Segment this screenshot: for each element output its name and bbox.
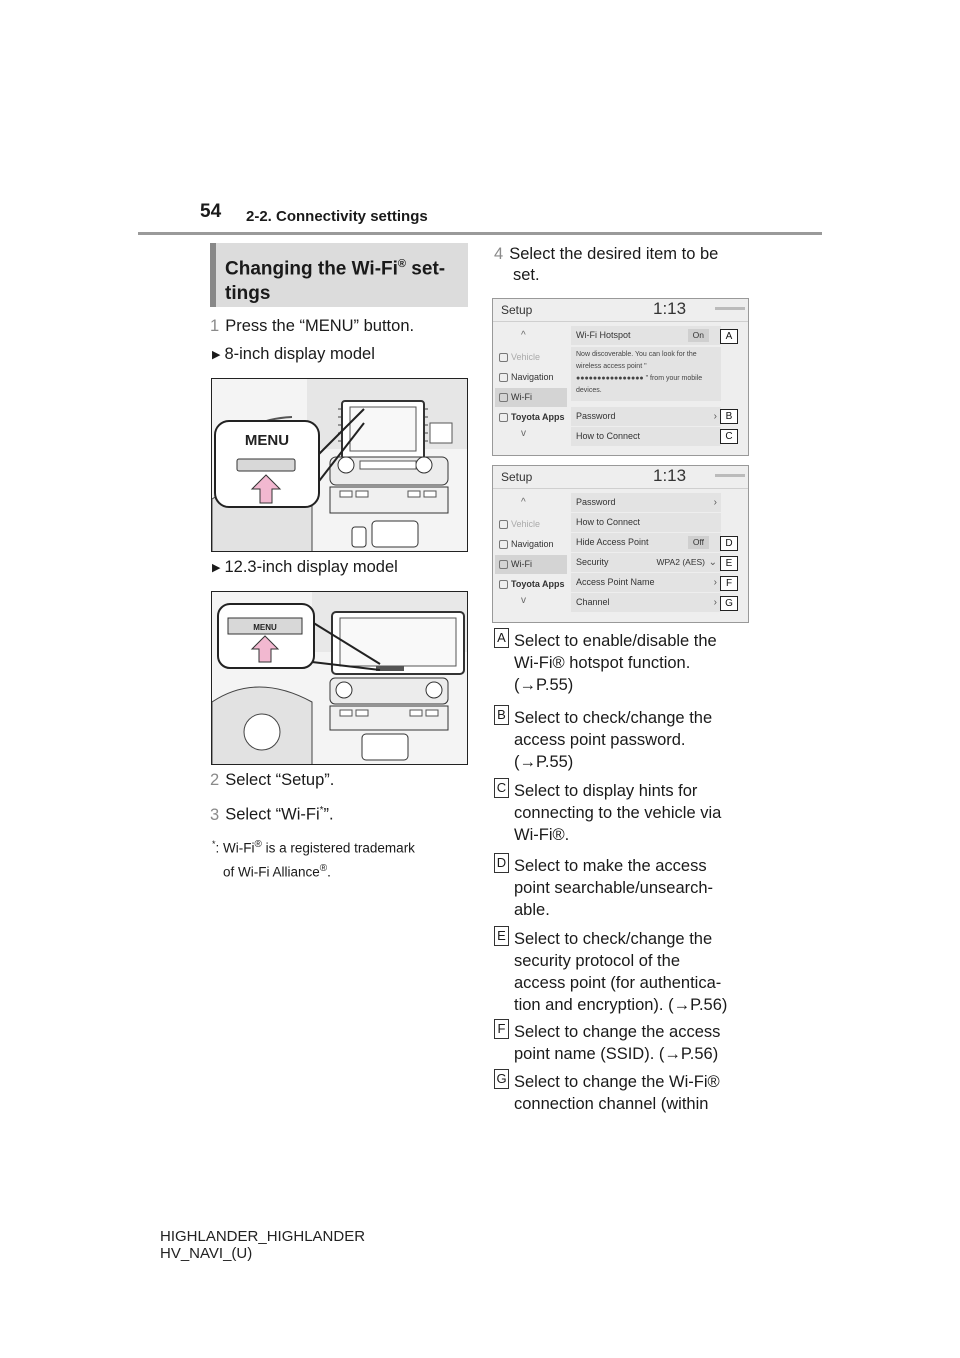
section-title: 2-2. Connectivity settings [246, 208, 428, 225]
step-3 [210, 800, 334, 826]
sidebar-item-label: Toyota Apps [511, 579, 565, 589]
row-password[interactable] [571, 407, 721, 426]
row-label: Security [576, 557, 609, 567]
sidebar-item-label: Wi-Fi [511, 559, 532, 569]
sidebar-item-toyota-apps[interactable] [495, 575, 567, 594]
desc-line: Select to display hints for [514, 782, 698, 800]
row-label: Hide Access Point [576, 537, 649, 547]
item-description-e [514, 928, 754, 1016]
row-label: Access Point Name [576, 577, 655, 587]
row-label: How to Connect [576, 431, 641, 441]
heading-reg: ® [397, 258, 407, 270]
dashboard-illustration-8inch [211, 378, 468, 552]
navigation-icon [499, 373, 508, 382]
callout-tag-f: F [720, 576, 738, 591]
footnote-text-d: . [327, 864, 331, 879]
chevron-right-icon: › [713, 597, 717, 608]
footnote-reg: ® [319, 862, 328, 874]
step-4-line1: Select the desired item to be [509, 245, 719, 263]
step-2 [210, 770, 334, 791]
row-how-to-connect[interactable] [571, 513, 721, 532]
heading-line2: tings [225, 283, 271, 305]
footer-model-code [160, 1228, 365, 1262]
sidebar-scroll-up-icon[interactable]: ^ [521, 330, 526, 341]
callout-tag-b: B [720, 409, 738, 424]
step-3-footnote-mark: * [319, 805, 324, 816]
sidebar-item-wifi[interactable] [495, 555, 567, 574]
item-description-f [514, 1021, 754, 1065]
vehicle-icon [499, 353, 508, 362]
screen-clock: 1:13 [653, 299, 687, 318]
menu-button-label: MENU [244, 432, 290, 449]
screen-divider [493, 488, 748, 489]
sidebar-scroll-down-icon[interactable]: v [521, 428, 526, 439]
item-description-c [514, 780, 754, 846]
apps-icon [499, 413, 508, 422]
header-rule [138, 232, 822, 235]
sidebar-item-vehicle[interactable] [495, 515, 567, 534]
setup-screen-wifi-hotspot [492, 298, 749, 456]
screen-title: Setup [501, 303, 533, 317]
hotspot-description: Now discoverable. You can look for the wireless access point " ●●●●●●●●●●●●●●●● " from your mobile devices. [571, 347, 721, 401]
desc-line: access point password. [514, 731, 686, 749]
desc-line: access point (for authentica- [514, 974, 722, 992]
callout-tag-g: G [720, 596, 738, 611]
screen-sidebar [493, 324, 567, 455]
model-12inch-label: 12.3-inch display model [224, 558, 398, 576]
sidebar-item-navigation[interactable] [495, 368, 567, 387]
step-1 [210, 316, 414, 337]
desc-line: Wi-Fi®. [514, 826, 570, 844]
wifi-icon [499, 560, 508, 569]
desc-line: Wi-Fi® hotspot function. [514, 654, 691, 672]
dashboard-illustration-12inch [211, 591, 468, 765]
step-4 [494, 244, 754, 286]
step-1-number: 1 [210, 317, 220, 335]
desc-line: Select to check/change the [514, 709, 713, 727]
step-2-text: Select “Setup”. [225, 771, 335, 789]
sidebar-scroll-up-icon[interactable]: ^ [521, 497, 526, 508]
hide-ap-toggle[interactable]: Off [688, 536, 709, 549]
chevron-down-icon: ⌄ [708, 557, 717, 568]
chevron-right-icon: › [713, 411, 717, 422]
callout-tag-a: A [720, 329, 738, 344]
row-access-point-name[interactable] [571, 573, 721, 592]
item-letter-e: E [494, 926, 509, 946]
footnote-reg: ® [254, 839, 262, 850]
model-12inch [212, 557, 398, 580]
footnote [212, 834, 472, 882]
row-label: Password [576, 411, 616, 421]
item-description-d [514, 855, 754, 921]
triangle-bullet-icon: ▶ [212, 562, 221, 574]
step-1-text: Press the “MENU” button. [225, 317, 415, 335]
wifi-icon [499, 393, 508, 402]
step-2-number: 2 [210, 771, 220, 789]
navigation-icon [499, 540, 508, 549]
footer-line1: HIGHLANDER_HIGHLANDER [160, 1228, 366, 1245]
chevron-right-icon: › [713, 577, 717, 588]
screen-clock: 1:13 [653, 466, 687, 485]
desc-line: able. [514, 901, 550, 919]
sidebar-item-label: Toyota Apps [511, 412, 565, 422]
sidebar-item-label: Vehicle [511, 352, 541, 362]
item-letter-g: G [494, 1069, 509, 1089]
sidebar-item-navigation[interactable] [495, 535, 567, 554]
callout-tag-d: D [720, 536, 738, 551]
item-letter-d: D [494, 853, 509, 873]
footer-line2: HV_NAVI_(U) [160, 1245, 253, 1262]
screen-status-bar [493, 299, 748, 319]
desc-line: point name (SSID). (→P.56) [514, 1045, 719, 1063]
screen-divider [493, 321, 748, 322]
row-label: Wi-Fi Hotspot [576, 330, 631, 340]
row-label: How to Connect [576, 517, 641, 527]
step-3-text: Select “Wi-Fi [225, 805, 320, 824]
sidebar-item-wifi[interactable] [495, 388, 567, 407]
row-channel[interactable] [571, 593, 721, 612]
menu-button-label: MENU [253, 623, 277, 632]
row-label: Password [576, 497, 616, 507]
sidebar-item-label: Wi-Fi [511, 392, 532, 402]
apps-icon [499, 580, 508, 589]
status-indicator [715, 307, 745, 310]
row-how-to-connect[interactable] [571, 427, 721, 446]
item-letter-f: F [494, 1019, 509, 1039]
triangle-bullet-icon: ▶ [212, 349, 221, 361]
desc-line: Select to change the Wi-Fi® [514, 1073, 720, 1091]
footnote-text-a: : Wi-Fi [215, 840, 255, 856]
footnote-text-c: of Wi-Fi Alliance [223, 864, 320, 879]
step-3-text-end: ”. [323, 805, 334, 824]
item-description-a [514, 630, 754, 696]
sidebar-scroll-down-icon[interactable]: v [521, 595, 526, 606]
desc-line: Select to change the access [514, 1023, 721, 1041]
callout-tag-e: E [720, 556, 738, 571]
row-hide-access-point[interactable] [571, 533, 721, 552]
desc-line: Select to check/change the [514, 930, 713, 948]
row-wifi-hotspot[interactable] [571, 326, 721, 345]
sidebar-item-label: Navigation [511, 372, 554, 382]
page-number: 54 [200, 201, 222, 222]
desc-line: (→P.55) [514, 753, 574, 771]
item-letter-b: B [494, 705, 509, 725]
desc-line: point searchable/unsearch- [514, 879, 714, 897]
security-value: WPA2 (AES) [656, 557, 705, 567]
desc-line: connecting to the vehicle via [514, 804, 722, 822]
model-8inch-label: 8-inch display model [224, 345, 375, 363]
sidebar-item-label: Navigation [511, 539, 554, 549]
desc-line: connection channel (within [514, 1095, 709, 1113]
item-letter-c: C [494, 778, 509, 798]
item-description-g [514, 1071, 754, 1115]
setup-screen-wifi-settings [492, 465, 749, 623]
sidebar-item-toyota-apps[interactable] [495, 408, 567, 427]
desc-line: Select to enable/disable the [514, 632, 717, 650]
status-indicator [715, 474, 745, 477]
heading-line1-end: set- [406, 258, 446, 280]
sidebar-item-vehicle[interactable] [495, 348, 567, 367]
step-4-line2: set. [513, 266, 540, 284]
footnote-text-b: is a registered trademark [261, 840, 415, 856]
row-password[interactable] [571, 493, 721, 512]
screen-status-bar [493, 466, 748, 486]
desc-line: Select to make the access [514, 857, 707, 875]
screen-title: Setup [501, 470, 533, 484]
vehicle-icon [499, 520, 508, 529]
section-heading [210, 243, 468, 307]
row-security[interactable] [571, 553, 721, 572]
item-letter-a: A [494, 628, 509, 648]
item-description-b [514, 707, 754, 773]
step-4-number: 4 [494, 245, 504, 263]
sidebar-item-label: Vehicle [511, 519, 541, 529]
desc-line: (→P.55) [514, 676, 574, 694]
row-label: Channel [576, 597, 610, 607]
step-3-number: 3 [210, 805, 220, 824]
callout-tag-c: C [720, 429, 738, 444]
desc-line: security protocol of the [514, 952, 680, 970]
screen-sidebar [493, 491, 567, 622]
hotspot-toggle[interactable]: On [688, 329, 709, 342]
model-8inch [212, 344, 375, 367]
chevron-right-icon: › [713, 497, 717, 508]
desc-line: tion and encryption). (→P.56) [514, 996, 728, 1014]
footnote-star: * [212, 839, 216, 849]
heading-line1: Changing the Wi-Fi [225, 258, 398, 280]
